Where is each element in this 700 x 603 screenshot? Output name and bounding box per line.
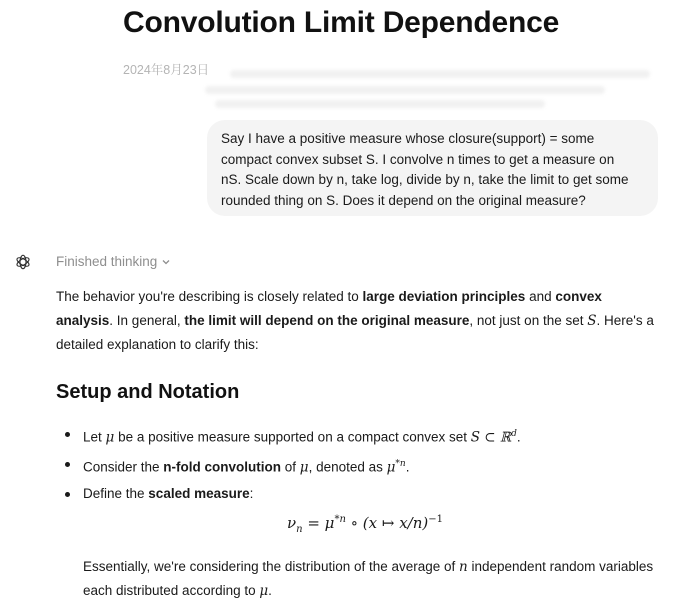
- openai-logo-icon: [14, 253, 32, 271]
- bold-term: convex analysis: [56, 289, 602, 328]
- text-span: :: [249, 486, 254, 501]
- text-span: . In general,: [109, 312, 185, 328]
- math-symbol: n: [459, 559, 468, 575]
- blurred-overlay: [215, 100, 545, 108]
- thinking-label: Finished thinking: [56, 254, 158, 269]
- math-symbol: ν: [287, 514, 297, 532]
- bullet-item: [56, 452, 656, 482]
- text-span: and: [525, 289, 556, 304]
- chevron-down-icon: [161, 257, 171, 267]
- text-span: , denoted as: [308, 459, 387, 475]
- text-span: Let: [83, 429, 106, 445]
- math-superscript: d: [511, 429, 517, 439]
- bold-term: scaled measure: [148, 486, 250, 501]
- text-span: , not just on the set: [469, 312, 588, 328]
- assistant-intro: [56, 285, 656, 357]
- text-span: Consider the: [83, 459, 164, 475]
- user-message-bubble: [207, 120, 658, 216]
- text-span: independent random variables each distributed according to: [83, 559, 654, 598]
- bullet-item: [56, 482, 656, 512]
- text-span: of: [281, 459, 300, 475]
- bold-term: the limit will depend on the original measure: [184, 312, 470, 328]
- text-span: .: [405, 459, 410, 475]
- conversation-title: Convolution Limit Dependence: [123, 6, 560, 39]
- math-symbol: S ⊂ ℝ: [470, 429, 512, 446]
- bold-term: n-fold convolution: [163, 459, 282, 475]
- math-symbol: ∘ (x ↦ x/n): [345, 514, 429, 532]
- text-span: be a positive measure supported on a compact convex set: [114, 429, 471, 445]
- blurred-overlay: [205, 86, 605, 94]
- bullet-list: [56, 422, 656, 512]
- text-span: Essentially, we're considering the distribution of the average of: [83, 559, 460, 574]
- assistant-paragraph: [83, 555, 663, 603]
- bold-term: large deviation principles: [362, 289, 526, 304]
- text-span: .: [516, 429, 521, 445]
- math-symbol: = μ: [302, 514, 335, 532]
- text-span: Define the: [83, 486, 149, 501]
- math-subscript: n: [296, 524, 303, 535]
- math-superscript: *n: [334, 514, 346, 525]
- math-formula: [287, 514, 443, 535]
- user-message-text: Say I have a positive measure whose closure(support) = some compact convex subset S. I convolve n times to get a measure on nS. Scale down by n, take log, divide by n, take the limit to get some rounded thing on S. Does it depend on the original measure?: [221, 131, 629, 208]
- thinking-toggle[interactable]: [56, 254, 171, 269]
- math-superscript: *n: [395, 459, 406, 469]
- math-symbol: μ: [299, 459, 309, 476]
- text-span: . Here's a detailed explanation to clarify this:: [56, 312, 654, 352]
- tail-paragraph: [83, 555, 663, 603]
- text-span: The behavior you're describing is closely related to: [56, 289, 363, 304]
- math-symbol: μ: [259, 583, 269, 599]
- conversation-date: 2024年8月23日: [123, 63, 210, 77]
- intro-paragraph: [56, 285, 656, 357]
- math-symbol: S: [587, 312, 597, 329]
- math-symbol: μ: [105, 429, 115, 446]
- bullet-item: [56, 422, 656, 452]
- text-span: .: [268, 583, 272, 598]
- section-heading: Setup and Notation: [56, 381, 240, 403]
- blurred-overlay: [230, 70, 650, 78]
- math-symbol: μ: [386, 459, 396, 476]
- math-superscript: −1: [428, 514, 443, 525]
